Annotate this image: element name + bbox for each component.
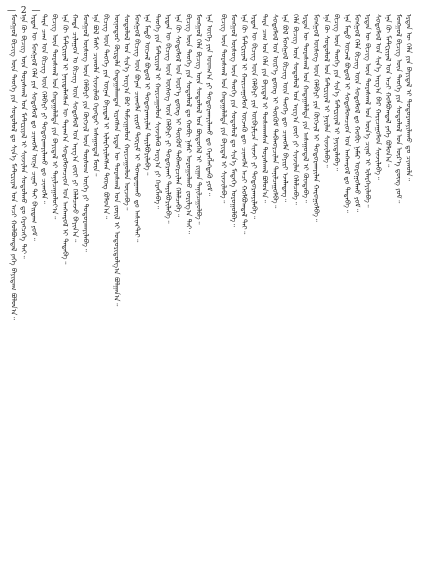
text-column: ᠡᠷᠲᠡᠨ ᠦ ᠪᠢᠴᠢᠭ᠌ ᠦᠨ ᠬᠡᠯᠪᠡᠷᠢ ᠶᠢᠨ ᠥᠪᠡᠷᠮᠢᠴᠡ ᠰᠢᠨᠵᠢ ᠶᠢ ᠲᠣᠳᠤᠷᠬᠠᠶᠢᠯᠠᠪᠠ᠃	[250, 14, 260, 220]
text-column: ᠮᠣᠩᠭᠣᠯ ᠦᠰᠦᠭ ᠦᠨ ᠲᠡᠦᠬᠡ ᠶᠢᠨ ᠰᠤᠳᠤᠯᠤᠯ ᠳᠤ ᠰᠢᠨ᠎ᠡ ᠮᠡᠳᠡᠭᠡ ᠣᠷᠣᠭᠤᠯᠪᠠ᠃	[229, 14, 239, 228]
text-column: ᠰᠤᠳᠤᠯᠤᠯ ᠤᠨ ᠰᠢᠨ᠎ᠡ ᠠᠷᠭ᠎ᠠ ᠪᠠᠷ ᠬᠠᠷᠢᠴᠠᠭᠤᠯᠤᠨ ᠰᠢᠨᠵᠢᠯᠡᠪᠡ᠃	[373, 14, 383, 180]
text-column: ᠡᠷᠲᠡᠨ ᠦ ᠮᠣᠩᠭᠣᠯ ᠬᠡᠯᠡ ᠶᠢᠨ ᠰᠤᠳᠤᠯᠤᠯ ᠳᠤ ᠴᠢᠬᠤᠯᠠ ᠦᠨᠡ ᠴᠢᠨᠠᠷ ᠲᠠᠢ ᠪᠠᠢᠳᠠᠭ ᠶᠤᠮ᠃	[29, 14, 39, 241]
text-column: ᠡᠨᠡ ᠬᠦ ᠮᠠᠲ᠋ᠧᠷᠢᠶᠠᠯ ᠢ ᠬᠠᠷᠢᠴᠠᠭᠤᠯᠤᠨ ᠦᠵᠡᠬᠦ ᠳᠦ ᠴᠢᠬᠤᠯᠠ ᠠᠴᠢ ᠬᠣᠯᠪᠤᠭᠳᠠᠯ ᠲᠠᠢ᠃	[239, 14, 249, 235]
text-column: ᠡᠨᠡ ᠬᠦ ᠮᠠᠲ᠋ᠧᠷᠢᠶᠠᠯ ᠤᠨ ᠠᠴᠢ ᠬᠣᠯᠪᠤᠭᠳᠠᠯ ᠶᠡᠬᠡ ᠪᠣᠯᠤᠨ᠎ᠠ᠃	[384, 14, 394, 168]
text-column: ᠮᠣᠩᠭᠣᠯ ᠪᠢᠴᠢᠭ᠌ ᠦᠨ ᠪᠤᠶᠠᠨ ᠴᠢᠬᠤᠯᠠ ᠵᠢᠷᠤᠮ ᠳᠦᠷᠢᠮ ᠢ ᠲᠣᠭᠲᠠᠭᠠᠬᠤ ᠳᠤ ᠠᠰᠢᠭ᠎ᠲᠠᠢ᠃	[132, 14, 142, 243]
text-column: ᠥᠨᠥᠳᠥᠷ ᠬᠦᠷᠲᠡᠯᠡ ᠬᠠᠳᠠᠭᠠᠯᠠᠭᠳᠠᠨ ᠢᠷᠡᠭᠰᠡᠨ ᠡᠷᠲᠡᠨ ᠦ ᠳᠤᠷᠠᠰᠬᠠᠯ ᠤᠨ ᠵᠦᠢᠯ ᠢ ᠤᠳᠤᠷᠢᠳᠤᠯᠭ᠎ᠠ ᠪᠣᠯᠭᠠᠨ᠎ᠠ᠃	[112, 14, 122, 307]
text-column: ᠡᠨᠡ ᠪᠣᠯ ᠮᠠᠰᠢ ᠴᠢᠬᠤᠯᠠ ᠰᠢᠨᠵᠢᠯᠡᠬᠦ ᠬᠡᠷᠡᠭᠲᠡᠢ ᠠᠰᠠᠭᠤᠳᠠᠯ ᠮᠥᠨ᠃	[91, 14, 101, 177]
text-column: ᠮᠣᠩᠭᠣᠯ ᠪᠢᠴᠢᠭ᠌ ᠦᠨ ᠲᠡᠦᠬᠡ ᠶᠢᠨ ᠰᠤᠳᠤᠯᠤᠯ ᠳᠤ ᠰᠢᠨ᠎ᠡ ᠮᠠᠲ᠋ᠧᠷᠢᠶᠠᠯ ᠤᠨ ᠠᠴᠢ ᠬᠣᠯᠪᠤᠭᠳᠠᠯ ᠶᠡᠬᠡ ᠪᠠᠶᠢᠳᠠᠭ ᠪᠣᠯᠤᠨ᠎ᠠ᠃	[9, 14, 19, 321]
text-column: ᠰᠤᠳᠤᠯᠤᠯ ᠤᠨ ᠰᠢᠨ᠎ᠡ ᠠᠷᠭ᠎ᠠ ᠪᠠᠷ ᠳᠠᠮᠵᠢᠭᠤᠯᠤᠨ ᠬᠠᠷᠢᠴᠠᠭᠤᠯᠤᠨ ᠦᠵᠡᠪᠡ᠃	[122, 14, 132, 211]
text-column: ᠮᠣᠩᠭᠣᠯ ᠦᠰᠦᠭ ᠦᠨ ᠬᠡᠯᠪᠡᠷᠢ ᠶᠢᠨ ᠬᠥᠭᠵᠢᠯ ᠢ ᠲᠣᠳᠤᠷᠬᠠᠶᠢᠯᠠᠨ ᠬᠠᠷᠤᠭᠤᠯᠪᠠ᠃	[311, 14, 321, 222]
text-column: ᠡᠷᠲᠡᠨ ᠦ ᠬᠡᠯᠡ ᠶᠢᠨ ᠪᠠᠶᠢᠳᠠᠯ ᠢ ᠲᠣᠳᠤᠷᠬᠠᠶᠢᠯᠠᠬᠤ ᠳᠤ ᠴᠢᠬᠤᠯᠠ᠃	[404, 14, 414, 182]
text-column: ᠮᠣᠩᠭᠣᠯ ᠬᠡᠯᠡ ᠪᠢᠴᠢᠭ᠌ ᠦᠨ ᠰᠤᠳᠤᠯᠤᠯ ᠳᠤ ᠬᠤᠪᠢ ᠨᠡᠮᠡᠷ ᠣᠷᠣᠭᠤᠯᠬᠤ ᠶᠤᠮ᠃	[353, 14, 363, 213]
text-column: ᠡᠨᠡ ᠮᠡᠲᠦ ᠦᠵᠡᠯ ᠪᠣᠳᠤᠯ ᠢ ᠰᠤᠳᠤᠯᠤᠭᠴᠢᠳ ᠤᠨ ᠠᠩᠬᠠᠷᠤᠯ ᠳᠤ ᠲᠠᠲᠠᠪᠠ᠃	[342, 14, 352, 213]
text-column: ᠲᠡᠷᠡ ᠴᠠᠭ ᠤᠨ ᠪᠢᠴᠢᠭ᠌ ᠦᠨ ᠬᠡᠯᠪᠡᠷᠢ ᠶᠢ ᠲᠣᠳᠤᠷᠬᠠᠶᠢᠯᠠᠬᠤ ᠳᠤ ᠴᠢᠬᠤᠯᠠ᠃	[40, 14, 50, 204]
text-column: ᠡᠨᠡ ᠬᠦ ᠰᠤᠳᠤᠯᠤᠯ ᠤᠨ ᠦᠷ᠎ᠡ ᠳ᠋ᠦᠩ ᠢ ᠳᠦᠭᠦᠮ ᠳᠠᠪᠬᠤᠷᠴᠢᠯᠠᠨ ᠬᠡᠯᠡᠯᠴᠡᠪᠡ᠃	[174, 14, 184, 218]
text-column: ᠡᠨᠡ ᠦᠭᠡ ᠶᠢᠨ ᠤᠳᠬ᠎ᠠ ᠶᠢ ᠲᠣᠳᠤᠷᠬᠠᠶᠢᠯᠠᠬᠤ ᠳᠤ ᠬᠡᠷᠡᠭᠯᠡᠭᠳᠡᠬᠦ ᠶᠤᠮ᠃	[204, 14, 214, 196]
text-column: ᠡᠨᠡ ᠬᠦ ᠮᠠᠲ᠋ᠧᠷᠢᠶᠠᠯ ᠢ ᠨᠡᠶᠢᠲᠡᠯᠡᠭᠰᠡᠨ ᠦ ᠳᠠᠷᠠᠭ᠎ᠠ ᠰᠤᠳᠤᠯᠤᠭᠴᠢᠳ ᠤᠨ ᠠᠩᠬᠠᠷᠤᠯ ᠢ ᠲᠠᠲᠠᠪᠠ᠃	[60, 14, 70, 265]
text-column: ᠪᠢᠴᠢᠭ᠌ ᠦᠨ ᠲᠡᠦᠬᠡ ᠶᠢᠨ ᠰᠤᠳᠤᠯᠤᠯ ᠳᠤ ᠬᠤᠪᠢ ᠨᠡᠮᠡᠷ ᠣᠷᠣᠭᠤᠯᠬᠤ ᠵᠣᠷᠢᠯᠭ᠎ᠠ ᠲᠠᠢ᠃	[184, 14, 194, 234]
text-column: ᠡᠨᠡ ᠬᠦ ᠰᠤᠳᠤᠯᠤᠯ ᠤᠨ ᠮᠠᠲ᠋ᠧᠷᠢᠶᠠᠯ ᠢ ᠨᠠᠷᠢᠯᠠᠨ ᠰᠢᠨᠵᠢᠯᠡᠪᠡ᠃	[322, 14, 332, 168]
text-column: ᠪᠢᠴᠢᠭ᠌ ᠦᠨ ᠳᠤᠷᠠᠰᠬᠠᠯ ᠤᠨ ᠬᠠᠳᠠᠭᠠᠯᠠᠯᠲᠠ ᠶᠢᠨ ᠪᠠᠶᠢᠳᠠᠯ ᠢ ᠲᠠᠨᠢᠯᠴᠠᠭᠤᠯᠤᠶ᠎ᠠ᠃	[50, 14, 60, 220]
text-column: ᠬᠠᠳᠠ ᠴᠢᠯᠠᠭᠤᠨ ᠤ ᠪᠢᠴᠢᠭ᠌ ᠦᠨ ᠰᠤᠳᠤᠯᠤᠯ ᠤᠨ ᠠᠷᠭ᠎ᠠ ᠵᠦᠢ ᠶᠢ ᠬᠡᠯᠡᠯᠴᠡᠵᠦ ᠪᠠᠶᠢᠨ᠎ᠠ᠃	[71, 14, 81, 243]
text-column: ᠡᠷᠲᠡᠨ ᠦ ᠳᠤᠷᠠᠰᠬᠠᠯ ᠤᠨ ᠬᠠᠳᠠᠭᠠᠯᠠᠯᠲᠠ ᠶᠢᠨ ᠠᠰᠠᠭᠤᠳᠠᠯ ᠢ ᠬᠥᠨᠳᠡᠪᠡ᠃	[301, 14, 311, 203]
text-column: ᠡᠷᠲᠡᠨ ᠦ ᠪᠢᠴᠢᠭ᠌ ᠦᠨ ᠦᠰᠦᠭ ᠦᠨ ᠬᠡᠯᠪᠡᠷᠢ ᠶᠢ ᠲᠣᠳᠤᠷᠬᠠᠢ ᠲᠠᠶᠢᠯᠪᠤᠷᠢᠯᠠᠪᠠ᠃	[163, 14, 173, 224]
page-number: — 2 —	[7, 6, 42, 16]
text-column: ᠪᠢᠴᠢᠭ᠌ ᠦᠨ ᠲᠡᠦᠬᠡ ᠶᠢᠨ ᠰᠢᠨ᠎ᠡ ᠮᠠᠲ᠋ᠧᠷᠢᠶᠠᠯ ᠢ ᠨᠡᠶᠢᠲᠡᠯᠡᠪᠡ᠃	[332, 14, 342, 171]
left-text-block	[8, 14, 215, 566]
text-column: ᠡᠨᠡ ᠮᠡᠲᠦ ᠦᠵᠡᠯ ᠪᠣᠳᠤᠯ ᠢ ᠲᠣᠳᠤᠷᠬᠠᠶᠢᠯᠠᠨ ᠲᠠᠶᠢᠯᠪᠤᠷᠢᠯᠠᠪᠠ᠃	[143, 14, 153, 176]
text-column: ᠪᠢᠴᠢᠭ᠌ ᠦᠨ ᠲᠡᠦᠬᠡ ᠶᠢᠨ ᠦᠨᠡᠨ ᠪᠠᠶᠢᠳᠠᠯ ᠢ ᠢᠯᠡᠷᠬᠡᠶᠢᠯᠡᠭᠰᠡᠨ ᠳᠦᠩ ᠪᠣᠯᠤᠨ᠎ᠠ᠃	[101, 14, 111, 220]
right-text-block	[218, 14, 419, 566]
text-column: ᠬᠡᠯᠡ ᠪᠢᠴᠢᠭ᠌ ᠦᠨ ᠰᠤᠳᠤᠯᠤᠯ ᠤᠨ ᠠᠷᠭ᠎ᠠ ᠵᠦᠢ ᠶᠢ ᠰᠢᠨᠵᠢᠯᠡᠨ ᠬᠡᠯᠡᠯᠴᠡᠪᠡ᠃	[291, 14, 301, 205]
text-column: ᠮᠣᠩᠭᠣᠯ ᠪᠢᠴᠢᠭ᠌ ᠦᠨ ᠲᠡᠦᠬᠡ ᠶᠢᠨ ᠰᠤᠳᠤᠯᠤᠯ ᠤᠨ ᠦᠷ᠎ᠡ ᠳ᠋ᠦᠩ ᠶᠤᠮ᠃	[394, 14, 404, 204]
text-column: ᠰᠤᠳᠤᠯᠤᠯ ᠤᠨ ᠦᠷ᠎ᠡ ᠳ᠋ᠦᠩ ᠢ ᠳᠦᠭᠦᠮ ᠳᠠᠪᠬᠤᠷᠴᠢᠯᠠᠨ ᠲᠠᠨᠢᠯᠴᠠᠭᠤᠯᠪᠠ᠃	[270, 14, 280, 209]
text-column: ᠮᠣᠩᠭᠣᠯ ᠬᠡᠯᠡ ᠪᠢᠴᠢᠭ᠌ ᠦᠨ ᠰᠤᠳᠤᠯᠤᠯ ᠤᠨ ᠪᠦᠲᠦᠭᠡᠯ ᠢ ᠵᠢᠭᠠᠨ ᠲᠠᠨᠢᠯᠴᠠᠭᠤᠯᠪᠠ᠃	[194, 14, 204, 225]
text-column: ᠲᠡᠷᠡ ᠴᠠᠭ ᠤᠨ ᠬᠡᠯᠡ ᠶᠢᠨ ᠪᠠᠶᠢᠳᠠᠯ ᠢ ᠲᠤᠰᠬᠠᠭᠰᠠᠨ ᠳᠤᠷᠠᠰᠬᠠᠯ ᠪᠣᠯᠤᠨ᠎ᠠ᠃	[260, 14, 270, 203]
text-column: ᠲᠡᠦᠬᠡ ᠶᠢᠨ ᠮᠠᠲ᠋ᠧᠷᠢᠶᠠᠯ ᠢ ᠬᠠᠷᠢᠴᠠᠭᠤᠯᠤᠨ ᠰᠢᠨᠵᠢᠯᠡᠬᠦ ᠠᠷᠭ᠎ᠠ ᠶᠢ ᠬᠡᠷᠡᠭᠯᠡᠪᠡ᠃	[153, 14, 163, 209]
text-column: ᠡᠷᠲᠡᠨ ᠦ ᠪᠢᠴᠢᠭ᠌ ᠦᠨ ᠳᠤᠷᠠᠰᠬᠠᠯ ᠤᠨ ᠦᠨ᠎ᠡ ᠴᠢᠨᠠᠷ ᠢ ᠢᠯᠡᠷᠬᠡᠶᠢᠯᠡᠪᠡ᠃	[363, 14, 373, 208]
text-column: ᠡᠨᠡ ᠪᠣᠯ ᠮᠣᠩᠭᠣᠯ ᠪᠢᠴᠢᠭ᠌ ᠦᠨ ᠲᠡᠦᠬᠡ ᠳᠦ ᠴᠢᠬᠤᠯᠠ ᠪᠠᠶᠢᠷᠢ ᠡᠵᠡᠯᠡᠳᠡᠭ᠃	[281, 14, 291, 203]
text-column: ᠪᠢᠴᠢᠭ᠌ ᠦᠨ ᠳᠤᠷᠠᠰᠬᠠᠯ ᠤᠨ ᠬᠠᠳᠠᠭᠠᠯᠠᠯᠲᠠ ᠶᠢᠨ ᠪᠠᠶᠢᠳᠠᠯ ᠢ ᠰᠢᠨᠵᠢᠯᠡᠪᠡ᠃	[219, 14, 229, 204]
text-column: ᠮᠣᠩᠭᠣᠯ ᠦᠰᠦᠭ ᠦᠨ ᠬᠡᠯᠪᠡᠷᠢ ᠶᠢᠨ ᠬᠥᠭᠵᠢᠯ ᠦᠨ ᠲᠦᠰᠦᠬ ᠦᠭᠡ ᠶᠢ ᠲᠣᠳᠤᠷᠬᠠᠶᠢᠯᠠᠪᠠ᠃	[81, 14, 91, 252]
text-column: ᠡᠨᠡ ᠬᠦ ᠪᠢᠴᠢᠭ᠌ ᠦᠨ ᠳᠤᠷᠠᠰᠬᠠᠯ ᠤᠨ ᠮᠠᠲ᠋ᠧᠷᠢᠶᠠᠯ ᠢ ᠰᠢᠨᠵᠢᠯᠡᠨ ᠰᠤᠳᠤᠯᠬᠤ ᠳᠤ ᠬᠡᠷᠡᠭᠴᠡᠭᠡ ᠲᠠᠢ᠃	[19, 14, 29, 259]
